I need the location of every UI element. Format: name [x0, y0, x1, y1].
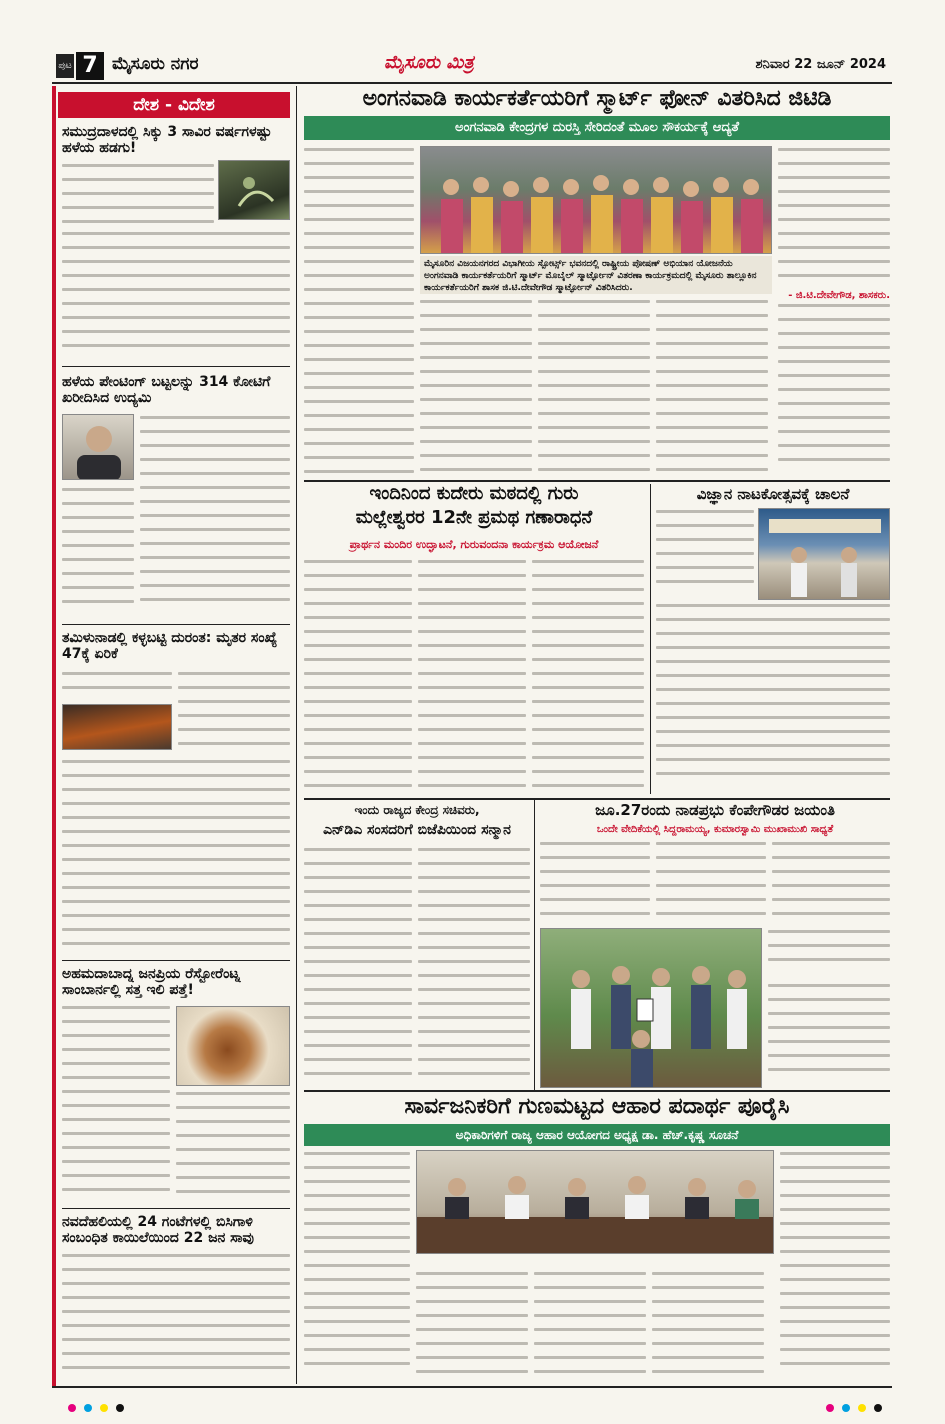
story2-body-left — [62, 488, 134, 618]
lead-quote-box — [778, 148, 890, 300]
guru-headline-1: ಇಂದಿನಿಂದ ಕುದೇರು ಮಠದಲ್ಲಿ ಗುರು — [369, 483, 579, 504]
food-body-col3 — [534, 1272, 646, 1380]
kempegowda-subheadline: ಒಂದೇ ವೇದಿಕೆಯಲ್ಲಿ ಸಿದ್ದರಾಮಯ್ಯ, ಕುಮಾರಸ್ವಾಮಿ ಮುಖಾಮುಖಿ ಸಾಧ್ಯತೆ — [596, 824, 834, 835]
food-body-col1 — [304, 1152, 410, 1380]
photo-desc — [768, 930, 890, 980]
mp-body-col2 — [418, 848, 530, 1090]
lead-headline: ಅಂಗನವಾಡಿ ಕಾರ್ಯಕರ್ತೆಯರಿಗೆ ಸ್ಮಾರ್ಟ್ ಫೋನ್ ವಿತರಿಸಿದ ಜಿಟಿಡಿ — [362, 86, 832, 111]
food-headline: ಸಾರ್ವಜನಿಕರಿಗೆ ಗುಣಮಟ್ಟದ ಆಹಾರ ಪದಾರ್ಥ ಪೂರೈಸಿ — [404, 1094, 790, 1119]
food-body-col2 — [416, 1272, 528, 1380]
story3-body-cont — [62, 760, 290, 956]
story4-headline: ಅಹಮದಾಬಾದ್ನ ಜನಪ್ರಿಯ ರೆಸ್ಟೋರೆಂಟ್ನ ಸಾಂಬಾರ್ನಲ್ಲಿ ಸತ್ತ ಇಲಿ ಪತ್ತೆ! — [62, 966, 241, 999]
column-rule — [534, 800, 535, 1090]
food-body-col5 — [780, 1152, 890, 1380]
registration-mark — [858, 1404, 866, 1412]
science-drama-headline: ವಿಜ್ಞಾನ ನಾಟಕೋತ್ಸವಕ್ಕೆ ಚಾಲನೆ — [696, 485, 850, 503]
divider — [62, 624, 290, 625]
story1-headline: ಸಮುದ್ರದಾಳದಲ್ಲಿ ಸಿಕ್ಕು 3 ಸಾವಿರ ವರ್ಷಗಳಷ್ಟು ಹಳೆಯ ಹಡಗು! — [62, 124, 272, 157]
page-label: ಪುಟ — [56, 54, 74, 78]
guru-body-col3 — [532, 560, 644, 810]
story4-body-right — [176, 1092, 290, 1204]
issue-date: ಶನಿವಾರ 22 ಜೂನ್ 2024 — [755, 57, 886, 72]
registration-mark — [842, 1404, 850, 1412]
registration-mark — [84, 1404, 92, 1412]
birthday-note — [768, 984, 890, 1088]
story3-headline: ತಮಿಳುನಾಡಲ್ಲಿ ಕಳ್ಳಬಟ್ಟಿ ದುರಂತ: ಮೃತರ ಸಂಖ್ಯೆ 47ಕ್ಕೆ ಏರಿಕೆ — [62, 630, 278, 663]
guru-body-col2 — [418, 560, 526, 810]
divider — [304, 1090, 890, 1092]
page-number: 7 — [76, 52, 104, 80]
story5-body — [62, 1254, 290, 1382]
kempegowda-body-col2 — [656, 842, 766, 926]
kempegowda-headline: ಜೂ.27ರಂದು ನಾಡಪ್ರಭು ಕೆಂಪೇಗೌಡರ ಜಯಂತಿ — [595, 801, 835, 819]
anganwadi-group-photo — [420, 146, 772, 254]
kempegowda-body-col3 — [772, 842, 890, 926]
page-bottom-rule — [52, 1386, 892, 1388]
science-body — [656, 604, 890, 794]
sambar-photo — [176, 1006, 290, 1086]
divider — [304, 798, 890, 800]
divider — [62, 366, 290, 367]
masthead — [52, 52, 892, 80]
registration-mark — [826, 1404, 834, 1412]
section-name: ಮೈಸೂರು ನಗರ — [112, 54, 199, 74]
story4-body — [62, 1006, 170, 1206]
section-banner: ದೇಶ - ವಿದೇಶ — [58, 92, 290, 118]
mp-body-col1 — [304, 848, 412, 1090]
science-body-intro — [656, 510, 754, 596]
column-rule — [650, 484, 651, 794]
guru-subheadline: ಪ್ರಾರ್ಥನ ಮಂದಿರ ಉದ್ಘಾಟನೆ, ಗುರುವಂದನಾ ಕಾರ್ಯಕ್ರಮ ಆಯೋಜನೆ — [349, 538, 599, 551]
story2-headline: ಹಳೆಯ ಪೇಂಟಿಂಗ್ ಬಟ್ಟಲನ್ನು 314 ಕೋಟಿಗೆ ಖರೀದಿಸಿದ ಉದ್ಯಮಿ — [62, 374, 271, 407]
lead-body-col4 — [656, 300, 768, 484]
fire-photo — [62, 704, 172, 750]
column-rule — [296, 86, 297, 1384]
newspaper-logo: ಮೈಸೂರು ಮಿತ್ರ — [384, 52, 474, 73]
businessman-photo — [62, 414, 134, 480]
registration-mark — [100, 1404, 108, 1412]
tree-planting-photo — [540, 928, 762, 1088]
shipwreck-photo — [218, 160, 290, 220]
lead-body-col2 — [420, 300, 532, 484]
food-strap: ಅಧಿಕಾರಿಗಳಿಗೆ ರಾಜ್ಯ ಆಹಾರ ಆಯೋಗದ ಅಧ್ಯಕ್ಷ ಡಾ. ಹೆಚ್.ಕೃಷ್ಣ ಸೂಚನೆ — [304, 1124, 890, 1146]
guru-body-col1 — [304, 560, 412, 810]
food-commission-meeting-photo — [416, 1150, 774, 1254]
guru-headline-2: ಮಲ್ಲೇಶ್ವರರ 12ನೇ ಪ್ರಮಥ ಗಣಾರಾಧನೆ — [355, 507, 593, 528]
left-margin-bar — [52, 86, 56, 1386]
mp-felicitation-kicker: ಇಂದು ರಾಜ್ಯದ ಕೇಂದ್ರ ಸಚಿವರು, — [354, 803, 480, 817]
story2-body — [140, 416, 290, 616]
divider — [62, 1208, 290, 1209]
lead-body-col1 — [304, 148, 414, 484]
lead-photo-caption: ಮೈಸೂರಿನ ವಿಜಯನಗರದ ವಿಭಾಗೀಯ ಸ್ಪೋರ್ಟ್ಸ್ ಭವನದಲ್ಲಿ ರಾಷ್ಟ್ರೀಯ ಪೋಷಣ್ ಅಭಿಯಾನ ಯೋಜನೆಯ ಅಂಗನವಾಡಿ ಕಾರ್ಯಕರ್ತೆಯರಿಗೆ ಸ್ಮಾರ್ಟ್ ಮೊಬೈಲ್ ಸ್ಮಾರ್ಟ್ಫೋನ್ ವಿತರಣಾ ಕಾರ್ಯಕ್ರಮದಲ್ಲಿ ಮೈಸೂರು ತಾಲ್ಲೂಕಿನ ಕಾರ್ಯಕರ್ತೆಯರಿಗೆ ಶಾಸಕ ಜಿ.ಟಿ.ದೇವೇಗೌಡ ಸ್ಮಾರ್ಟ್ಫೋನ್ ವಿತರಿಸಿದರು. — [420, 256, 772, 294]
divider — [304, 480, 890, 482]
quote-author: - ಜಿ.ಟಿ.ದೇವೇಗೌಡ, ಶಾಸಕರು. — [788, 290, 890, 301]
story3-intro — [62, 672, 172, 704]
story5-headline: ನವದೆಹಲಿಯಲ್ಲಿ 24 ಗಂಟೆಗಳಲ್ಲಿ ಬಿಸಿಗಾಳಿ ಸಂಬಂಧಿತ ಕಾಯಿಲೆಯಿಂದ 22 ಜನ ಸಾವು — [62, 1214, 254, 1247]
lead-body-col3 — [538, 300, 650, 484]
mp-felicitation-headline: ಎನ್‌ಡಿಎ ಸಂಸದರಿಗೆ ಬಿಜೆಪಿಯಿಂದ ಸನ್ಮಾನ — [323, 822, 511, 838]
registration-mark — [68, 1404, 76, 1412]
registration-mark — [874, 1404, 882, 1412]
science-drama-photo — [758, 508, 890, 600]
masthead-rule — [52, 82, 892, 84]
lead-body-col5 — [778, 304, 890, 484]
kempegowda-body-col1 — [540, 842, 650, 926]
food-body-col4 — [652, 1272, 764, 1380]
divider — [62, 960, 290, 961]
story3-body — [178, 672, 290, 756]
story1-body-cont — [62, 232, 290, 362]
lead-strap: ಅಂಗನವಾಡಿ ಕೇಂದ್ರಗಳ ದುರಸ್ತಿ ಸೇರಿದಂತೆ ಮೂಲ ಸೌಕರ್ಯಕ್ಕೆ ಆದ್ಯತೆ — [304, 116, 890, 140]
registration-mark — [116, 1404, 124, 1412]
story1-body — [62, 164, 214, 226]
